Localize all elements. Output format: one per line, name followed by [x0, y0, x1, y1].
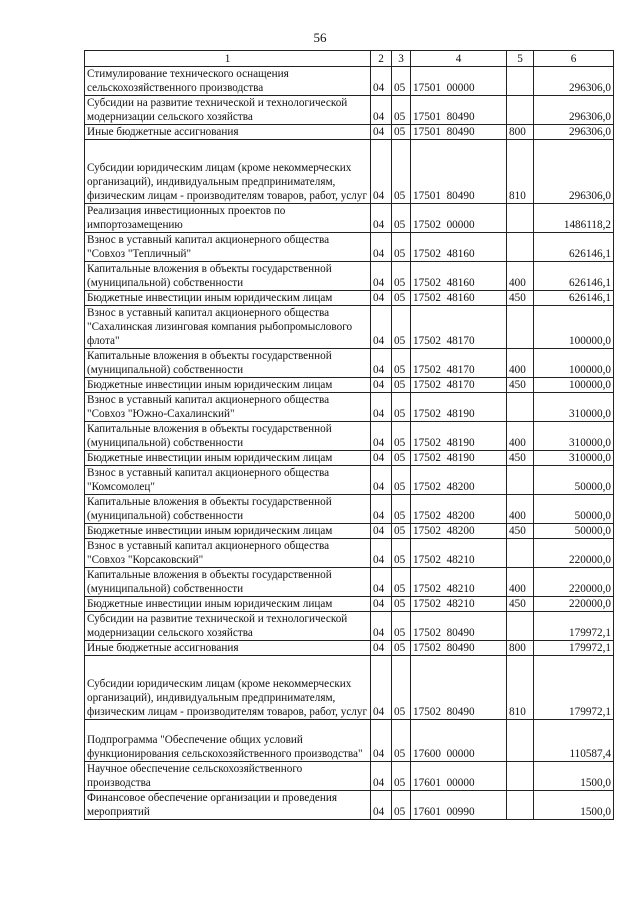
target-article-code: 17601 00000 [411, 762, 507, 791]
section-code: 04 [371, 291, 392, 306]
expense-type-code [507, 233, 534, 262]
table-row [85, 96, 614, 125]
expense-type-code: 400 [507, 495, 534, 524]
target-article-code: 17501 80490 [411, 96, 507, 125]
column-header: 5 [507, 51, 534, 67]
row-description: Капитальные вложения в объекты государственной (муниципальной) собственности [85, 422, 371, 451]
expense-type-code [507, 204, 534, 233]
expense-type-code: 810 [507, 140, 534, 204]
section-code: 04 [371, 568, 392, 597]
amount-value: 1500,0 [534, 762, 614, 791]
amount-value: 100000,0 [534, 378, 614, 393]
subsection-code: 05 [392, 597, 411, 612]
column-header: 6 [534, 51, 614, 67]
row-description: Бюджетные инвестиции иным юридическим лицам [85, 451, 371, 466]
row-description: Иные бюджетные ассигнования [85, 641, 371, 656]
amount-value: 1486118,2 [534, 204, 614, 233]
subsection-code: 05 [392, 656, 411, 720]
subsection-code: 05 [392, 67, 411, 96]
table-row [85, 656, 614, 720]
table-row [85, 791, 614, 820]
section-code: 04 [371, 791, 392, 820]
column-header: 1 [85, 51, 371, 67]
subsection-code: 05 [392, 349, 411, 378]
row-description: Капитальные вложения в объекты государственной (муниципальной) собственности [85, 495, 371, 524]
target-article-code: 17502 80490 [411, 641, 507, 656]
expense-type-code: 450 [507, 291, 534, 306]
subsection-code: 05 [392, 568, 411, 597]
row-description: Взнос в уставный капитал акционерного общества "Совхоз "Корсаковский" [85, 539, 371, 568]
section-code: 04 [371, 125, 392, 140]
column-header: 2 [371, 51, 392, 67]
table-row [85, 140, 614, 204]
target-article-code: 17502 48190 [411, 451, 507, 466]
row-description: Взнос в уставный капитал акционерного общества "Совхоз "Тепличный" [85, 233, 371, 262]
target-article-code: 17600 00000 [411, 720, 507, 762]
column-header: 4 [411, 51, 507, 67]
table-row [85, 597, 614, 612]
amount-value: 179972,1 [534, 641, 614, 656]
budget-table [84, 50, 614, 820]
target-article-code: 17502 48200 [411, 466, 507, 495]
row-description: Капитальные вложения в объекты государственной (муниципальной) собственности [85, 568, 371, 597]
target-article-code: 17502 48210 [411, 597, 507, 612]
table-row [85, 762, 614, 791]
amount-value: 296306,0 [534, 96, 614, 125]
row-description: Капитальные вложения в объекты государственной (муниципальной) собственности [85, 349, 371, 378]
row-description: Капитальные вложения в объекты государственной (муниципальной) собственности [85, 262, 371, 291]
target-article-code: 17502 00000 [411, 204, 507, 233]
expense-type-code: 800 [507, 125, 534, 140]
section-code: 04 [371, 67, 392, 96]
target-article-code: 17601 00990 [411, 791, 507, 820]
table-row [85, 262, 614, 291]
table-row [85, 539, 614, 568]
target-article-code: 17502 48170 [411, 349, 507, 378]
expense-type-code: 400 [507, 422, 534, 451]
target-article-code: 17502 80490 [411, 656, 507, 720]
table-row [85, 291, 614, 306]
expense-type-code: 800 [507, 641, 534, 656]
row-description: Взнос в уставный капитал акционерного общества "Совхоз "Южно-Сахалинский" [85, 393, 371, 422]
row-description: Бюджетные инвестиции иным юридическим лицам [85, 597, 371, 612]
row-description: Взнос в уставный капитал акционерного общества "Комсомолец" [85, 466, 371, 495]
section-code: 04 [371, 233, 392, 262]
table-row [85, 641, 614, 656]
table-row [85, 306, 614, 349]
amount-value: 296306,0 [534, 140, 614, 204]
row-description: Бюджетные инвестиции иным юридическим лицам [85, 378, 371, 393]
amount-value: 310000,0 [534, 393, 614, 422]
target-article-code: 17502 48170 [411, 378, 507, 393]
section-code: 04 [371, 306, 392, 349]
amount-value: 220000,0 [534, 597, 614, 612]
row-description: Субсидии юридическим лицам (кроме некоммерческих организаций), индивидуальным предпринимателям, физическим лицам - производителям товаров, работ, услуг [85, 140, 371, 204]
table-row [85, 378, 614, 393]
table-row [85, 349, 614, 378]
table-row [85, 568, 614, 597]
subsection-code: 05 [392, 291, 411, 306]
table-row [85, 393, 614, 422]
subsection-code: 05 [392, 125, 411, 140]
section-code: 04 [371, 451, 392, 466]
subsection-code: 05 [392, 495, 411, 524]
row-description: Реализация инвестиционных проектов по импортозамещению [85, 204, 371, 233]
target-article-code: 17501 80490 [411, 140, 507, 204]
section-code: 04 [371, 349, 392, 378]
target-article-code: 17502 48160 [411, 291, 507, 306]
amount-value: 310000,0 [534, 451, 614, 466]
section-code: 04 [371, 422, 392, 451]
subsection-code: 05 [392, 451, 411, 466]
expense-type-code: 400 [507, 349, 534, 378]
expense-type-code [507, 306, 534, 349]
expense-type-code [507, 466, 534, 495]
page-number: 56 [313, 30, 327, 45]
table-row [85, 612, 614, 641]
amount-value: 179972,1 [534, 656, 614, 720]
row-description: Финансовое обеспечение организации и проведения мероприятий [85, 791, 371, 820]
amount-value: 626146,1 [534, 291, 614, 306]
target-article-code: 17502 48160 [411, 262, 507, 291]
section-code: 04 [371, 96, 392, 125]
target-article-code: 17502 48190 [411, 422, 507, 451]
row-description: Бюджетные инвестиции иным юридическим лицам [85, 524, 371, 539]
section-code: 04 [371, 495, 392, 524]
amount-value: 296306,0 [534, 67, 614, 96]
section-code: 04 [371, 204, 392, 233]
expense-type-code [507, 539, 534, 568]
table-row [85, 67, 614, 96]
subsection-code: 05 [392, 233, 411, 262]
expense-type-code: 450 [507, 451, 534, 466]
table-row [85, 422, 614, 451]
expense-type-code: 450 [507, 378, 534, 393]
row-description: Бюджетные инвестиции иным юридическим лицам [85, 291, 371, 306]
section-code: 04 [371, 262, 392, 291]
subsection-code: 05 [392, 762, 411, 791]
expense-type-code [507, 791, 534, 820]
amount-value: 50000,0 [534, 466, 614, 495]
amount-value: 100000,0 [534, 349, 614, 378]
subsection-code: 05 [392, 612, 411, 641]
subsection-code: 05 [392, 204, 411, 233]
table-row [85, 125, 614, 140]
row-description: Научное обеспечение сельскохозяйственного производства [85, 762, 371, 791]
row-description: Иные бюджетные ассигнования [85, 125, 371, 140]
target-article-code: 17502 48190 [411, 393, 507, 422]
expense-type-code [507, 612, 534, 641]
subsection-code: 05 [392, 641, 411, 656]
subsection-code: 05 [392, 422, 411, 451]
amount-value: 179972,1 [534, 612, 614, 641]
table-row [85, 233, 614, 262]
amount-value: 220000,0 [534, 568, 614, 597]
section-code: 04 [371, 720, 392, 762]
amount-value: 110587,4 [534, 720, 614, 762]
amount-value: 626146,1 [534, 233, 614, 262]
row-description: Стимулирование технического оснащения сельскохозяйственного производства [85, 67, 371, 96]
subsection-code: 05 [392, 378, 411, 393]
subsection-code: 05 [392, 262, 411, 291]
table-row [85, 466, 614, 495]
section-code: 04 [371, 597, 392, 612]
table-row [85, 451, 614, 466]
subsection-code: 05 [392, 720, 411, 762]
expense-type-code: 450 [507, 597, 534, 612]
section-code: 04 [371, 539, 392, 568]
section-code: 04 [371, 762, 392, 791]
expense-type-code: 810 [507, 656, 534, 720]
expense-type-code [507, 762, 534, 791]
subsection-code: 05 [392, 393, 411, 422]
amount-value: 1500,0 [534, 791, 614, 820]
section-code: 04 [371, 466, 392, 495]
section-code: 04 [371, 656, 392, 720]
subsection-code: 05 [392, 791, 411, 820]
section-code: 04 [371, 140, 392, 204]
section-code: 04 [371, 612, 392, 641]
subsection-code: 05 [392, 524, 411, 539]
row-description: Подпрограмма "Обеспечение общих условий функционирования сельскохозяйственного производства" [85, 720, 371, 762]
table-row [85, 204, 614, 233]
section-code: 04 [371, 524, 392, 539]
amount-value: 296306,0 [534, 125, 614, 140]
section-code: 04 [371, 641, 392, 656]
amount-value: 50000,0 [534, 495, 614, 524]
subsection-code: 05 [392, 306, 411, 349]
target-article-code: 17502 48210 [411, 539, 507, 568]
subsection-code: 05 [392, 539, 411, 568]
table-header-row [85, 51, 614, 67]
subsection-code: 05 [392, 96, 411, 125]
expense-type-code: 450 [507, 524, 534, 539]
expense-type-code [507, 720, 534, 762]
amount-value: 310000,0 [534, 422, 614, 451]
target-article-code: 17502 48200 [411, 495, 507, 524]
target-article-code: 17502 48210 [411, 568, 507, 597]
target-article-code: 17502 48170 [411, 306, 507, 349]
row-description: Субсидии на развитие технической и технологической модернизации сельского хозяйства [85, 612, 371, 641]
table-row [85, 495, 614, 524]
row-description: Субсидии юридическим лицам (кроме некоммерческих организаций), индивидуальным предпринимателям, физическим лицам - производителям товаров, работ, услуг [85, 656, 371, 720]
table-row [85, 720, 614, 762]
target-article-code: 17501 00000 [411, 67, 507, 96]
section-code: 04 [371, 393, 392, 422]
subsection-code: 05 [392, 140, 411, 204]
table-row [85, 524, 614, 539]
expense-type-code [507, 67, 534, 96]
expense-type-code [507, 393, 534, 422]
amount-value: 50000,0 [534, 524, 614, 539]
target-article-code: 17502 48160 [411, 233, 507, 262]
subsection-code: 05 [392, 466, 411, 495]
target-article-code: 17502 80490 [411, 612, 507, 641]
section-code: 04 [371, 378, 392, 393]
expense-type-code: 400 [507, 568, 534, 597]
amount-value: 220000,0 [534, 539, 614, 568]
amount-value: 100000,0 [534, 306, 614, 349]
expense-type-code: 400 [507, 262, 534, 291]
amount-value: 626146,1 [534, 262, 614, 291]
target-article-code: 17502 48200 [411, 524, 507, 539]
column-header: 3 [392, 51, 411, 67]
expense-type-code [507, 96, 534, 125]
row-description: Взнос в уставный капитал акционерного общества "Сахалинская лизинговая компания рыбопромыслового флота" [85, 306, 371, 349]
target-article-code: 17501 80490 [411, 125, 507, 140]
row-description: Субсидии на развитие технической и технологической модернизации сельского хозяйства [85, 96, 371, 125]
